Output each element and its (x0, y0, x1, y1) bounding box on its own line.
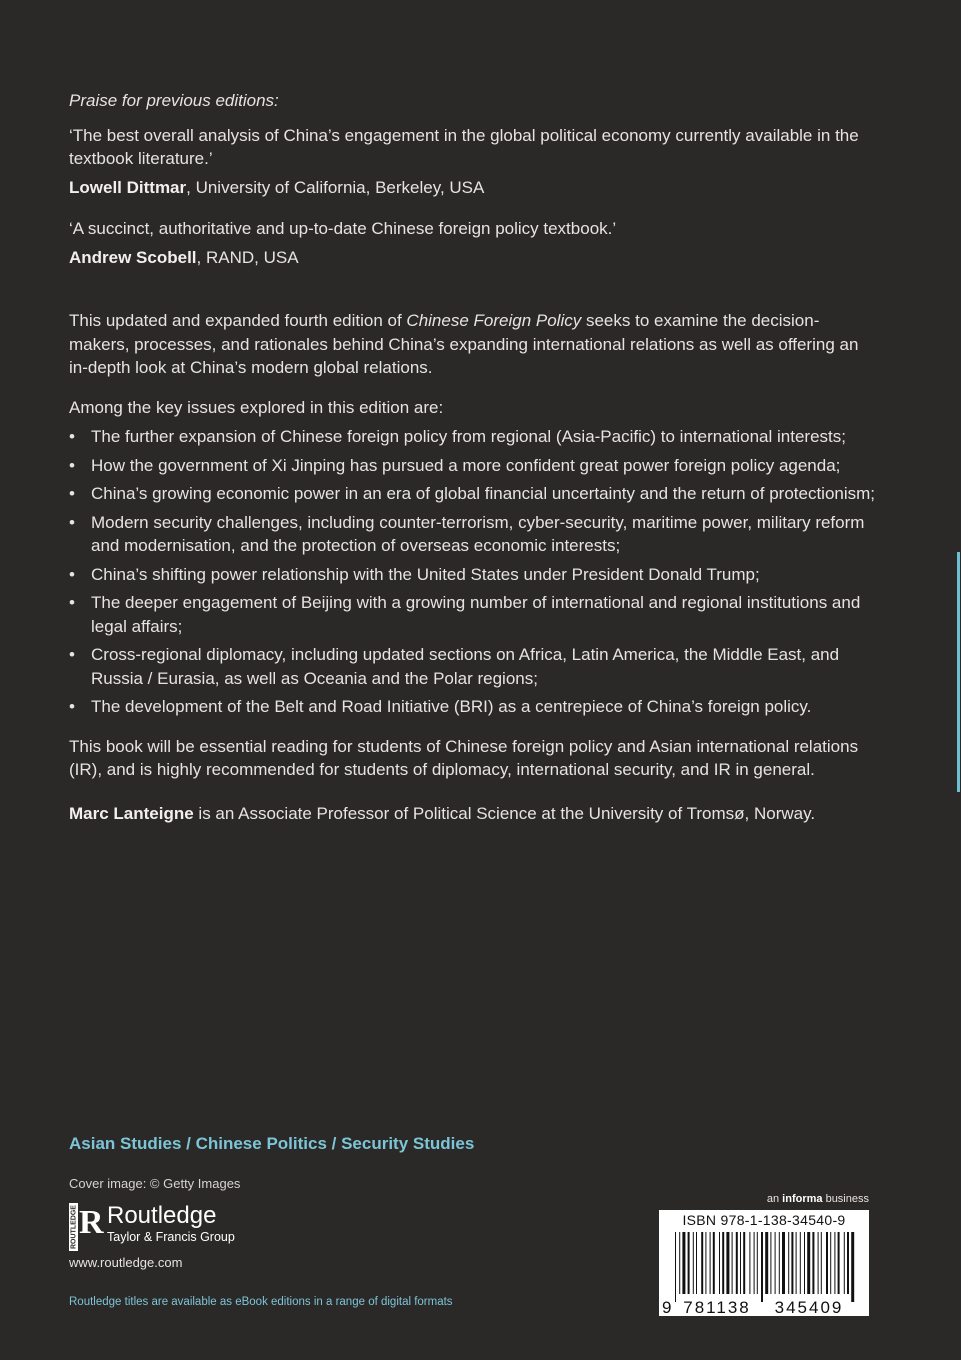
barcode-bar (696, 1232, 697, 1294)
barcode-bar (826, 1232, 828, 1294)
barcode-bar (710, 1232, 711, 1294)
back-cover-text (69, 88, 879, 825)
barcode-bar (818, 1232, 819, 1294)
barcode-bar (754, 1232, 755, 1294)
barcode-bar (722, 1232, 724, 1294)
publisher-website[interactable]: www.routledge.com (69, 1255, 183, 1270)
reviewer-affiliation: , RAND, USA (196, 248, 299, 267)
barcode-bar (765, 1232, 768, 1294)
list-item: • The deeper engagement of Beijing with a growing number of international and regional institutions and legal affairs; (69, 593, 861, 636)
barcode-digits-right: 345409 (774, 1298, 844, 1317)
barcode-bar (800, 1232, 801, 1294)
barcode-bar (834, 1232, 835, 1294)
barcode-bar (838, 1232, 840, 1294)
barcode-bar (844, 1232, 845, 1294)
bullet-icon: • (69, 455, 75, 475)
svg-text:ROUTLEDGE: ROUTLEDGE (70, 1205, 78, 1249)
barcode-bar (821, 1232, 822, 1294)
publisher-name: Routledge (107, 1202, 217, 1229)
informa-business-tag: an informa business (766, 1193, 869, 1205)
barcode-bar (851, 1232, 854, 1302)
bullet-icon: • (69, 645, 75, 664)
barcode-bar (791, 1232, 793, 1294)
barcode-bar (830, 1232, 831, 1294)
barcode-bar (682, 1232, 685, 1294)
svg-text:R: R (79, 1204, 104, 1241)
barcode-bar (736, 1232, 738, 1294)
barcode-bar (812, 1232, 814, 1294)
barcode-bar (782, 1232, 785, 1294)
barcode-bar (732, 1232, 733, 1294)
isbn-barcode (659, 1210, 869, 1316)
issues-lead: Among the key issues explored in this edition are: (69, 397, 444, 417)
list-item: • The further expansion of Chinese foreign policy from regional (Asia-Pacific) to international interests; (69, 425, 879, 449)
barcode-bar (761, 1232, 763, 1302)
subject-categories: Asian Studies / Chinese Politics / Security Studies (69, 1134, 475, 1153)
reviewer-affiliation: , University of California, Berkeley, USA (186, 178, 485, 197)
informa-brand: informa (782, 1193, 823, 1205)
reviewer-name: Andrew Scobell (69, 248, 197, 267)
bullet-icon: • (69, 697, 75, 716)
barcode-bar (770, 1232, 771, 1294)
list-item: • China’s growing economic power in an era of global financial uncertainty and the return of protectionism; (69, 482, 879, 506)
publisher-wordmark (107, 1203, 235, 1245)
barcode-bar (719, 1232, 720, 1294)
praise-heading: Praise for previous editions: (69, 91, 279, 110)
author-name: Marc Lanteigne (69, 803, 194, 823)
barcode-bar (788, 1232, 789, 1294)
barcode-bar (779, 1232, 780, 1294)
cover-image-credit: Cover image: © Getty Images (69, 1176, 241, 1191)
audience-statement: This book will be essential reading for students of Chinese foreign policy and Asian international relations (IR), and is highly recommended for students of diplomacy, international security, and IR in general. (69, 736, 859, 779)
barcode-bar (757, 1232, 758, 1294)
reviewer-name: Lowell Dittmar (69, 178, 187, 197)
barcode-bar (693, 1232, 694, 1294)
barcode-digits-left: 781138 (683, 1298, 751, 1317)
barcode-bar (713, 1232, 715, 1294)
author-bio: Marc Lanteigne is an Associate Professor of Political Science at the University of Tromsø, Norway. (69, 803, 816, 823)
spine-accent-line (957, 552, 960, 792)
barcode-bar (679, 1232, 680, 1294)
barcode-bar (701, 1232, 703, 1294)
barcode-bar (804, 1232, 805, 1294)
barcode-bar (740, 1232, 741, 1294)
barcode-digit-lead: 9 (662, 1298, 672, 1317)
routledge-logo-icon (69, 1203, 104, 1251)
list-item: • How the government of Xi Jinping has pursued a more confident great power foreign policy agenda; (69, 454, 879, 478)
praise-attribution-1 (69, 176, 879, 199)
barcode-bar (847, 1232, 849, 1294)
list-item: • Modern security challenges, including counter-terrorism, cyber-security, maritime power, military reform and modernisation, and the protection of overseas economic interests; (69, 512, 865, 555)
book-description: This updated and expanded fourth edition of Chinese Foreign Policy seeks to examine the decision-makers, processes, and rationales behind China’s expanding international relations as well as offering an in-depth look at China’s modern global relations. (69, 311, 859, 377)
barcode-bar (775, 1232, 776, 1294)
bullet-icon: • (69, 593, 75, 612)
barcode-bar (807, 1232, 810, 1294)
praise-quote-1: ‘The best overall analysis of China’s engagement in the global political economy currently available in the textbook literature.’ (69, 126, 859, 168)
bullet-icon: • (69, 427, 75, 446)
list-item: • The development of the Belt and Road Initiative (BRI) as a centrepiece of China’s foreign policy. (69, 695, 879, 719)
bullet-icon: • (69, 564, 75, 584)
list-item: • China’s shifting power relationship with the United States under President Donald Trump; (69, 563, 879, 587)
barcode-bar (688, 1232, 690, 1294)
barcode-bar (749, 1232, 750, 1294)
bullet-icon: • (69, 512, 75, 532)
isbn-number: ISBN 978-1-138-34540-9 (682, 1212, 846, 1228)
publisher-group: Taylor & Francis Group (107, 1230, 235, 1244)
publisher-logo (69, 1203, 235, 1251)
list-item: • Cross-regional diplomacy, including updated sections on Africa, Latin America, the Middle East, and Russia / Eurasia, as well as Oceania and the Polar regions; (69, 645, 840, 688)
bullet-icon: • (69, 484, 75, 503)
ebook-availability-note: Routledge titles are available as eBook editions in a range of digital formats (69, 1296, 453, 1308)
barcode-bar (705, 1232, 706, 1294)
barcode-bar (796, 1232, 797, 1294)
barcode-bar (726, 1232, 729, 1294)
barcode-bar (743, 1232, 745, 1294)
barcode-graphic (659, 1232, 869, 1316)
key-issues-list (69, 425, 879, 719)
barcode-bar (675, 1232, 676, 1302)
praise-quote-2: ‘A succinct, authoritative and up-to-date Chinese foreign policy textbook.’ (69, 219, 617, 238)
praise-attribution-2 (69, 246, 879, 269)
book-title: Chinese Foreign Policy (406, 311, 582, 330)
